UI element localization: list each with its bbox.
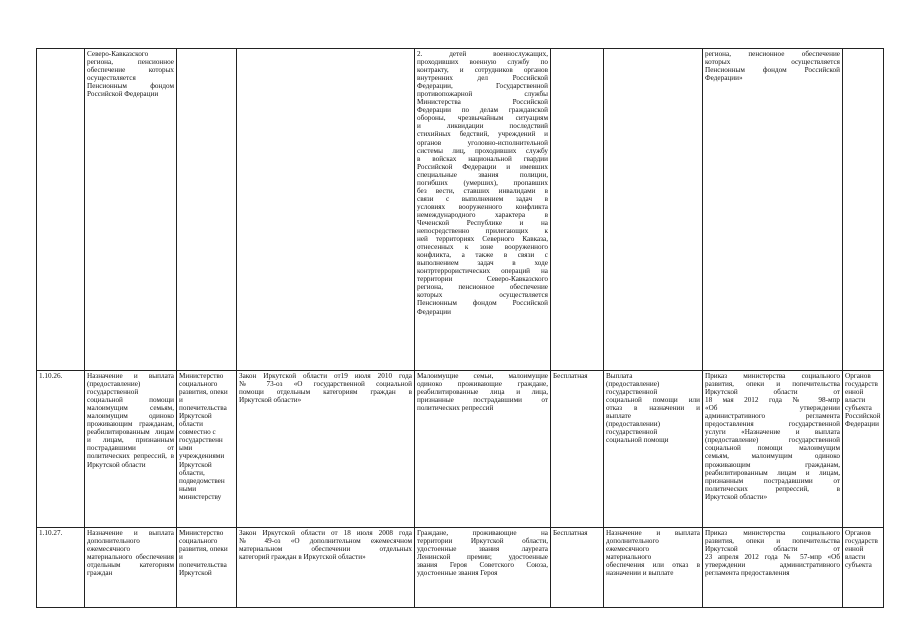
cell-text-line: отказ в назначении и [606, 404, 700, 413]
cell-text-line: ежемесячного [606, 545, 650, 554]
table-cell [417, 529, 548, 606]
cell-text-line: развития, опеки и попечительства [705, 380, 840, 389]
cell-text-line: Федерации [845, 420, 879, 429]
cell-text-line: специальные звания полиции, [417, 170, 548, 179]
cell-text-line: Приказ министерства социального [705, 529, 840, 537]
cell-text-line: енной [845, 388, 864, 397]
cell-text-line: субъекта [845, 404, 872, 413]
cell-text-line: развития, опеки и попечительства [705, 537, 840, 546]
table-cell [39, 529, 82, 606]
cell-text-line: региона, пенсионное [87, 58, 174, 67]
cell-text-line: Иркутской [179, 412, 212, 421]
cell-text-line: условиях вооруженного конфликта [417, 202, 548, 211]
cell-text-line: Закон Иркутской области от 18 июля 2008 года [239, 529, 412, 537]
table-cell [179, 372, 234, 526]
cell-text-line: попечительства [179, 561, 227, 570]
cell-text-line: материального [606, 553, 652, 562]
cell-text-line: обороны, чрезвычайным ситуациям [417, 114, 548, 123]
cell-text-line: без вести, ставших инвалидами в [417, 186, 548, 195]
cell-text-line: совместно с [179, 428, 216, 437]
cell-text-line: обеспечение которых [87, 66, 174, 75]
cell-text-line: Российской Федерации и имевших [417, 162, 548, 171]
cell-text-line: «Об утверждении [705, 404, 840, 413]
table-cell [239, 372, 412, 526]
cell-text-line: № 73-оз «О государственной социальной [239, 380, 412, 389]
table-cell [705, 529, 840, 606]
cell-text-line: государственной [606, 388, 658, 397]
cell-text-line: материальном обеспечении отдельных [239, 545, 412, 554]
cell-text-line: социального [179, 380, 218, 389]
cell-text-line: 18 мая 2012 года № 98-мпр [705, 396, 840, 405]
cell-text-line: Министерство [179, 372, 224, 380]
cell-text-line: Федерации» [705, 74, 743, 83]
table-row-border-2 [36, 527, 884, 528]
table-column-border-2 [176, 48, 177, 607]
cell-text-line: министерству [179, 492, 222, 501]
cell-text-line: немеждународного характера в [417, 210, 548, 219]
cell-text-line: непосредственно прилегающих к [417, 227, 548, 236]
cell-text-line: малоимущим семьям, [87, 404, 174, 413]
cell-text-line: назначении и выплате [606, 569, 674, 578]
cell-text-line: помощи отдельным категориям граждан в [239, 388, 412, 397]
cell-text-line: ыми [179, 444, 193, 453]
table-cell [705, 50, 840, 369]
cell-text-line: ными [179, 484, 197, 493]
cell-text-line: Федерации по делам гражданской [417, 106, 548, 115]
cell-text-line: государственной [606, 428, 658, 437]
cell-text-line: контракту, и сотрудников органов [417, 66, 548, 75]
cell-text-line: признанным пострадавшими от [705, 476, 840, 485]
cell-text-line: малоимущим одиноко [87, 412, 174, 421]
cell-text-line: Назначение и выплата [87, 372, 174, 380]
table-cell [845, 529, 881, 606]
cell-text-line: проживающим гражданам, [705, 460, 840, 469]
cell-text-line: контртеррористических операций на [417, 267, 548, 276]
cell-text-line: Назначение и выплата [87, 529, 174, 537]
cell-text-line: енной [845, 545, 864, 554]
cell-text-line: отдельным категориям [87, 561, 174, 570]
cell-text-line: государств [845, 380, 878, 389]
cell-text-line: Органов [845, 372, 871, 380]
cell-text-line: удостоенные звания лауреата [417, 545, 548, 554]
table-cell [845, 372, 881, 526]
cell-text-line: пострадавшими от [87, 444, 174, 453]
cell-text-line: Приказ министерства социального [705, 372, 840, 380]
cell-text-line: Пенсионным фондом Российской [417, 299, 548, 308]
cell-text-line: услуги «Назначение и выплата [705, 428, 840, 437]
table-column-border-3 [236, 48, 237, 607]
cell-text-line: 2. детей военнослужащих, [417, 50, 548, 58]
table-cell [553, 529, 601, 606]
cell-text-line: системы лиц, проходивших службу [417, 146, 548, 155]
cell-text-line: политических репрессий [417, 404, 494, 413]
cell-text-line: (предоставление) [606, 380, 660, 389]
cell-text-line: Пенсионным фондом [87, 82, 174, 91]
cell-text-line: конфликта, а также в связи с [417, 251, 548, 260]
cell-text-line: власти [845, 396, 866, 405]
cell-text-line: Пенсионным фондом Российской [705, 66, 840, 75]
cell-text-line: региона, пенсионное обеспечение [417, 283, 548, 292]
cell-text-line: звания Героя Советского Союза, [417, 561, 548, 570]
cell-text-line: Федерации, Государственной [417, 82, 548, 91]
cell-text-line: выплате [606, 412, 631, 421]
table-cell [417, 372, 548, 526]
cell-text-line: Закон Иркутской области от19 июля 2010 года [239, 372, 412, 380]
table-column-border-8 [842, 48, 843, 607]
cell-text-line: региона, пенсионное обеспечение [705, 50, 840, 58]
cell-text-line: реабилитированные лица и лица, [417, 388, 548, 397]
table-cell [87, 372, 174, 526]
cell-text-line: (предоставление) [87, 380, 141, 389]
cell-text-line: осуществляется [87, 74, 136, 83]
cell-text-line: социальной помощи [606, 436, 669, 445]
cell-text-line: обеспечения или отказ в [606, 561, 700, 570]
cell-text-line: в войсках национальной гвардии [417, 154, 548, 163]
cell-text-line: (предоставлении) [606, 420, 660, 429]
cell-text-line: удостоенные звания Героя [417, 569, 498, 578]
table-cell [705, 372, 840, 526]
cell-text-line: подведомствен [179, 476, 225, 485]
cell-text-line: 23 апреля 2012 года № 57-мпр «Об [705, 553, 840, 562]
cell-text-line: субъекта [845, 561, 872, 570]
cell-text-line: Ленинской премии; удостоенные [417, 553, 548, 562]
cell-text-line: социальной помощи или [606, 396, 700, 405]
cell-text-line: государств [845, 537, 878, 546]
cell-text-line: Бесплатная [553, 529, 588, 537]
cell-text-line: ней территориях Северного Кавказа, [417, 235, 548, 244]
cell-text-line: категорий граждан в Иркутской области» [239, 553, 366, 562]
table-row-border-3 [36, 607, 884, 608]
cell-text-line: Северо-Кавказского [87, 50, 149, 58]
cell-text-line: (предоставление) государственной [705, 436, 840, 445]
cell-text-line: семьям, малоимущим одиноко [705, 452, 840, 461]
table-column-border-7 [702, 48, 703, 607]
cell-text-line: власти [845, 553, 866, 562]
cell-text-line: которых осуществляется [705, 58, 840, 67]
cell-text-line: территории Северо-Кавказского [417, 275, 548, 284]
cell-text-line: Органов [845, 529, 871, 537]
cell-text-line: выполнением задач в ходе [417, 259, 548, 268]
cell-text-line: противопожарной службы [417, 90, 548, 99]
cell-text-line: социальной помощи малоимущим [705, 444, 840, 453]
cell-text-line: дополнительного [606, 537, 659, 546]
cell-text-line: развития, опеки [179, 388, 228, 397]
cell-text-line: граждан [87, 569, 113, 578]
cell-text-line: Иркутской [179, 569, 212, 578]
table-cell [39, 372, 82, 526]
table-cell [239, 529, 412, 606]
cell-text-line: отнесенных к зоне вооруженного [417, 243, 548, 252]
cell-text-line: Малоимущие семьи, малоимущие [417, 372, 548, 380]
cell-text-line: регламента предоставления [705, 569, 790, 578]
cell-text-line: внутренних дел Российской [417, 74, 548, 83]
cell-text-line: и [179, 396, 183, 405]
table-cell [87, 50, 174, 369]
cell-text-line: стихийных бедствий, учреждений и [417, 130, 548, 139]
cell-text-line: 1.10.27. [39, 529, 63, 537]
table-row-border-1 [36, 370, 884, 371]
table-cell [87, 529, 174, 606]
cell-text-line: материального обеспечения [87, 553, 174, 562]
cell-text-line: Иркутской [179, 460, 212, 469]
cell-text-line: Выплата [606, 372, 633, 380]
cell-text-line: Российской Федерации [87, 90, 159, 99]
cell-text-line: политических репрессий, в [705, 484, 840, 493]
cell-text-line: 1.10.26. [39, 372, 63, 380]
cell-text-line: Министерство [179, 529, 224, 537]
table-row-border-0 [36, 48, 884, 49]
cell-text-line: погибших (умерших), пропавших [417, 178, 548, 187]
cell-text-line: Федерации [417, 307, 451, 316]
cell-text-line: дополнительного [87, 537, 140, 546]
cell-text-line: и лицам, признанным [87, 436, 174, 445]
cell-text-line: развития, опеки [179, 545, 228, 554]
cell-text-line: Министерства Российской [417, 98, 548, 107]
table-column-border-0 [36, 48, 37, 607]
cell-text-line: территории Иркутской области, [417, 537, 548, 546]
table-column-border-1 [84, 48, 85, 607]
cell-text-line: попечительства [179, 404, 227, 413]
cell-text-line: Иркутской области [87, 460, 146, 469]
cell-text-line: области [179, 420, 204, 429]
cell-text-line: реабилитированным лицам и лицам, [705, 468, 840, 477]
cell-text-line: связи с выполнением задач в [417, 194, 548, 203]
cell-text-line: органов уголовно-исполнительной [417, 138, 548, 147]
cell-text-line: предоставления государственной [705, 420, 840, 429]
cell-text-line: ежемесячного [87, 545, 131, 554]
cell-text-line: учреждениями [179, 452, 225, 461]
cell-text-line: одиноко проживающие граждане, [417, 380, 548, 389]
table-cell [417, 50, 548, 369]
cell-text-line: № 49-оз «О дополнительном ежемесячном [239, 537, 412, 546]
table-cell [606, 372, 700, 526]
table-column-border-6 [603, 48, 604, 607]
cell-text-line: Иркутской области» [239, 396, 302, 405]
cell-text-line: политических репрессий, в [87, 452, 174, 461]
cell-text-line: административного регламента [705, 412, 840, 421]
cell-text-line: государственной [87, 388, 139, 397]
table-column-border-4 [414, 48, 415, 607]
table-column-border-5 [550, 48, 551, 607]
cell-text-line: Иркутской области» [705, 492, 768, 501]
cell-text-line: социальной помощи [87, 396, 174, 405]
table-cell [179, 529, 234, 606]
cell-text-line: Граждане, проживающие на [417, 529, 548, 537]
cell-text-line: государственн [179, 436, 223, 445]
cell-text-line: социального [179, 537, 218, 546]
cell-text-line: Бесплатная [553, 372, 588, 380]
cell-text-line: реабилитированным лицам [87, 428, 174, 437]
table-cell [606, 529, 700, 606]
cell-text-line: области, [179, 468, 205, 477]
table-cell [553, 372, 601, 526]
cell-text-line: Иркутской области от [705, 388, 840, 397]
cell-text-line: проходивших военную службу по [417, 58, 548, 67]
table-column-border-9 [883, 48, 884, 607]
cell-text-line: проживающим гражданам, [87, 420, 174, 429]
cell-text-line: Иркутской области от [705, 545, 840, 554]
cell-text-line: Назначение и выплата [606, 529, 700, 537]
cell-text-line: Чеченской Республике и на [417, 218, 548, 227]
cell-text-line: утверждении административного [705, 561, 840, 570]
cell-text-line: которых осуществляется [417, 291, 548, 300]
cell-text-line: признанные пострадавшими от [417, 396, 548, 405]
cell-text-line: и ликвидации последствий [417, 122, 548, 131]
cell-text-line: и [179, 553, 183, 562]
cell-text-line: Российской [845, 412, 881, 421]
